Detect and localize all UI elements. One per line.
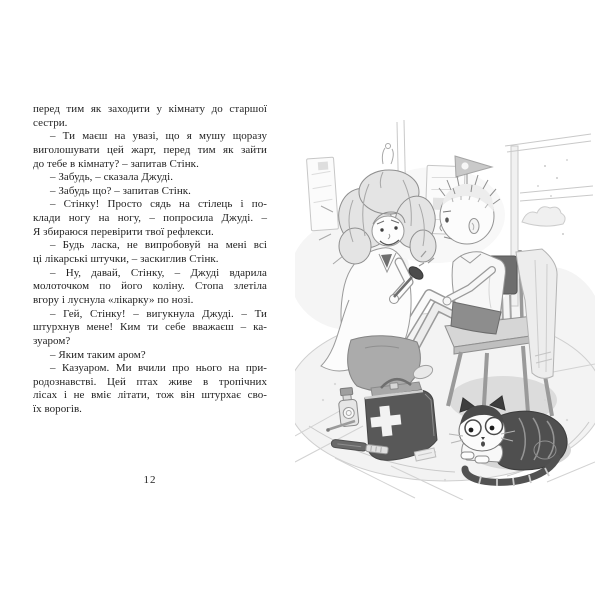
text-line: лісах і не вміє літати, тож він штурхає сво- <box>33 389 267 402</box>
text-line: – Забудь, – сказала Джуді. <box>50 171 173 184</box>
text-line: – Казуаром. Ми вчили про нього на при- <box>50 362 267 375</box>
text-line: виголошувати цей жарт, перед тим як зайти <box>33 143 267 156</box>
text-line: вгору і луснула «лікарку» по нозі. <box>33 293 194 306</box>
text-line: клади ногу на ногу, – попросила Джуді. – <box>33 212 267 225</box>
text-line: молоточком по його коліну. Стопа злетіла <box>33 280 267 293</box>
text-line: ці лікарські штучки, – заскиглив Стінк. <box>33 253 219 266</box>
text-line: – Яким таким аром? <box>50 348 146 361</box>
text-line: сестри. <box>33 116 68 129</box>
text-line: – Стінку! Просто сядь на стілець і по- <box>50 198 267 211</box>
text-line: – Будь ласка, не випробовуй на мені всі <box>50 239 267 252</box>
text-line: – Гей, Стінку! – вигукнула Джуді. – Ти <box>50 307 267 320</box>
text-line: – Забудь що? – запитав Стінк. <box>50 184 191 197</box>
page-number: 12 <box>143 474 157 486</box>
text-column <box>33 103 267 417</box>
illustration <box>295 100 595 500</box>
text-line: Я збираюся перевірити твої рефлекси. <box>33 225 214 238</box>
text-line: їх ворогів. <box>33 403 82 416</box>
pennant-flag <box>455 156 492 177</box>
text-line: – Ти маєш на увазі, що я мушу щоразу <box>50 130 267 143</box>
text-line: до тебе в кімнату? – запитав Стінк. <box>33 157 199 170</box>
text-line: – Ну, давай, Стінку, – Джуді вдарила <box>50 266 267 279</box>
text-line: родознавстві. Цей птах живе в тропічних <box>33 375 267 388</box>
text-line: штурхнув мене! Ким ти себе вважаєш – ка- <box>33 321 267 334</box>
text-line: зуаром? <box>33 334 71 347</box>
text-line: перед тим як заходити у кімнату до старшої <box>33 103 267 115</box>
